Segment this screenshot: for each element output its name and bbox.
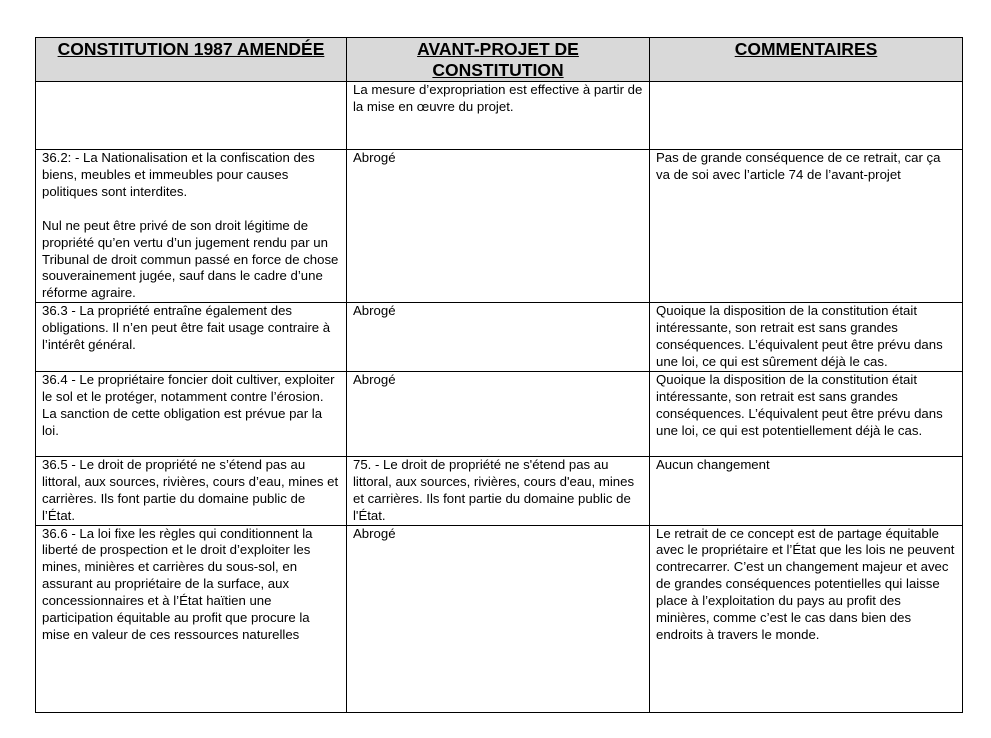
table-row bbox=[36, 150, 963, 303]
cell-text: Abrogé bbox=[353, 525, 396, 541]
cell-constitution bbox=[36, 82, 347, 150]
cell-commentaire bbox=[650, 303, 963, 372]
cell-text: Pas de grande conséquence de ce retrait, car ça va de soi avec l’article 74 de l’avant-projet bbox=[656, 150, 941, 182]
header-row bbox=[36, 38, 963, 82]
cell-text: Abrogé bbox=[353, 303, 396, 319]
cell-text: La mesure d’expropriation est effective à partir de la mise en œuvre du projet. bbox=[353, 82, 643, 114]
cell-avant-projet bbox=[347, 82, 650, 150]
cell-text: Abrogé bbox=[353, 371, 396, 387]
cell-avant-projet bbox=[347, 303, 650, 372]
table-row bbox=[36, 456, 963, 525]
cell-avant-projet bbox=[347, 371, 650, 456]
cell-text: 36.5 - Le droit de propriété ne s’étend pas au littoral, aux sources, rivières, cours d’eau, mines et carrières. Ils font partie du domaine public de l’État. bbox=[42, 456, 339, 523]
cell-commentaire bbox=[650, 456, 963, 525]
cell-text: 36.6 - La loi fixe les règles qui conditionnent la liberté de prospection et le droit d’exploiter les mines, minières et carrières du sous-sol, en assurant au propriétaire de la surface, aux concessionnaires et à l’État haïtien une participation équitable au profit que procure la mise en valeur de ces ressources naturelles bbox=[42, 525, 313, 642]
cell-constitution bbox=[36, 150, 347, 303]
cell-text: Le retrait de ce concept est de partage équitable avec le propriétaire et l’État que les lois ne peuvent contrecarrer. C’est un changement majeur et avec de grandes conséquences potentielles qui laisse place à l’exploitation du pays au profit des minières, comme c’est le cas dans bien des endroits à travers le monde. bbox=[656, 525, 955, 642]
header-commentaires: COMMENTAIRES bbox=[650, 38, 963, 82]
cell-text: 36.4 - Le propriétaire foncier doit cultiver, exploiter le sol et le protéger, notamment contre l’érosion. La sanction de cette obligation est prévue par la loi. bbox=[42, 371, 335, 438]
cell-commentaire bbox=[650, 150, 963, 303]
cell-text: Nul ne peut être privé de son droit légitime de propriété qu’en vertu d’un jugement rendu par un Tribunal de droit commun passé en force de chose souverainement jugée, sauf dans le cadre d’une réforme agraire. bbox=[42, 217, 339, 301]
cell-avant-projet bbox=[347, 456, 650, 525]
cell-commentaire bbox=[650, 525, 963, 712]
table-row bbox=[36, 303, 963, 372]
table-row bbox=[36, 525, 963, 712]
table-row bbox=[36, 371, 963, 456]
cell-constitution bbox=[36, 303, 347, 372]
comparison-table bbox=[35, 37, 963, 713]
header-constitution-1987: CONSTITUTION 1987 AMENDÉE bbox=[36, 38, 347, 82]
cell-avant-projet bbox=[347, 525, 650, 712]
table-row bbox=[36, 82, 963, 150]
cell-constitution bbox=[36, 456, 347, 525]
cell-text: Quoique la disposition de la constitution était intéressante, son retrait est sans grandes conséquences. L’équivalent peut être prévu dans une loi, ce qui est sûrement déjà le cas. bbox=[656, 303, 943, 369]
cell-text: Quoique la disposition de la constitution était intéressante, son retrait est sans grandes conséquences. L’équivalent peut être prévu dans une loi, ce qui est potentiellement déjà le cas. bbox=[656, 371, 943, 438]
cell-avant-projet bbox=[347, 150, 650, 303]
cell-text: Aucun changement bbox=[656, 456, 770, 472]
cell-constitution bbox=[36, 371, 347, 456]
cell-constitution bbox=[36, 525, 347, 712]
cell-commentaire bbox=[650, 82, 963, 150]
cell-text: Abrogé bbox=[353, 150, 396, 165]
cell-text: 75. - Le droit de propriété ne s'étend pas au littoral, aux sources, rivières, cours d'eau, mines et carrières. Ils font partie du domaine public de l'État. bbox=[353, 456, 635, 523]
header-avant-projet: AVANT-PROJET DE CONSTITUTION bbox=[347, 38, 650, 82]
cell-commentaire bbox=[650, 371, 963, 456]
cell-text: 36.2: - La Nationalisation et la confiscation des biens, meubles et immeubles pour causes politiques sont interdites. bbox=[42, 150, 315, 199]
cell-text: 36.3 - La propriété entraîne également des obligations. Il n’en peut être fait usage contraire à l’intérêt général. bbox=[42, 303, 331, 353]
